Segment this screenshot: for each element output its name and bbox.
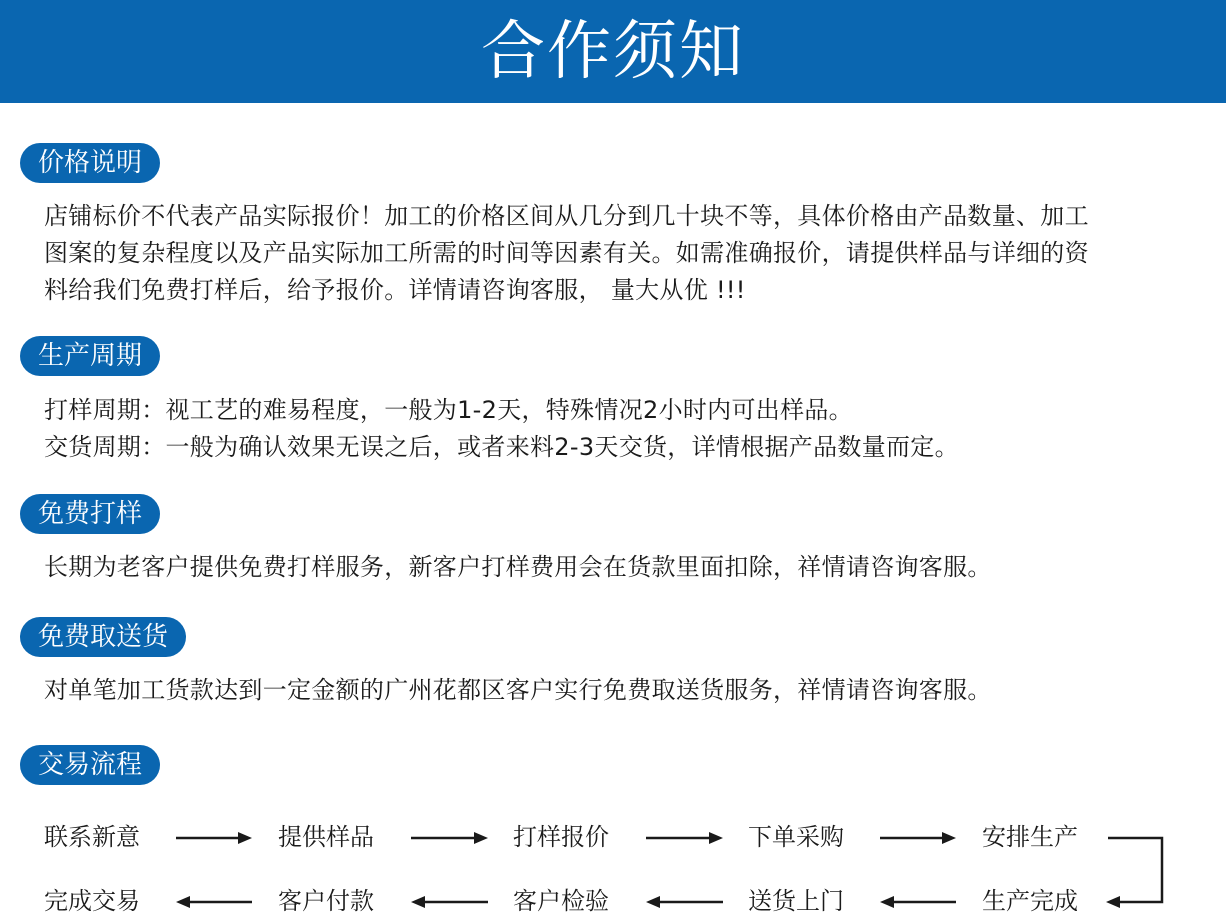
text-line: 交货周期：一般为确认效果无误之后，或者来料2-3天交货，详情根据产品数量而定。: [44, 433, 959, 461]
section-heading-trade-flow: 交易流程: [20, 745, 160, 785]
flow-step-arrange-production: 安排生产: [982, 823, 1078, 851]
flow-step-order: 下单采购: [748, 823, 844, 851]
section-heading-production-cycle: 生产周期: [20, 336, 160, 376]
text-line: 对单笔加工货款达到一定金额的广州花都区客户实行免费取送货服务，祥情请咨询客服。: [44, 676, 992, 704]
flow-step-contact: 联系新意: [44, 823, 140, 851]
section-heading-price: 价格说明: [20, 143, 160, 183]
arrow-left-icon: [646, 896, 723, 908]
page-title: 合作须知: [481, 14, 745, 89]
flow-step-complete-deal: 完成交易: [44, 887, 140, 915]
arrow-right-icon: [411, 832, 488, 844]
text-line: 打样周期：视工艺的难易程度，一般为1-2天，特殊情况2小时内可出样品。: [44, 396, 853, 424]
text-line: 料给我们免费打样后，给予报价。详情请咨询客服， 量大从优 !!!: [44, 276, 746, 304]
arrow-left-icon: [411, 896, 488, 908]
flow-step-provide-sample: 提供样品: [278, 823, 374, 851]
arrow-left-icon: [1106, 896, 1120, 908]
arrow-turn-down-icon: [1108, 838, 1162, 902]
text-line: 店铺标价不代表产品实际报价！加工的价格区间从几分到几十块不等，具体价格由产品数量、加工: [44, 202, 1089, 230]
arrow-right-icon: [646, 832, 723, 844]
text-line: 图案的复杂程度以及产品实际加工所需的时间等因素有关。如需准确报价，请提供样品与详细的资: [44, 239, 1089, 267]
flow-step-production-done: 生产完成: [982, 887, 1078, 915]
flow-step-sample-quote: 打样报价: [513, 823, 609, 851]
arrow-right-icon: [880, 832, 956, 844]
text-line: 长期为老客户提供免费打样服务，新客户打样费用会在货款里面扣除，祥情请咨询客服。: [44, 553, 992, 581]
arrow-right-icon: [176, 832, 252, 844]
arrow-left-icon: [880, 896, 956, 908]
flow-step-customer-payment: 客户付款: [278, 887, 374, 915]
section-heading-free-delivery: 免费取送货: [20, 617, 186, 657]
flow-step-customer-inspection: 客户检验: [513, 887, 609, 915]
flow-step-delivery: 送货上门: [748, 887, 844, 915]
arrow-left-icon: [176, 896, 252, 908]
section-heading-free-sample: 免费打样: [20, 494, 160, 534]
